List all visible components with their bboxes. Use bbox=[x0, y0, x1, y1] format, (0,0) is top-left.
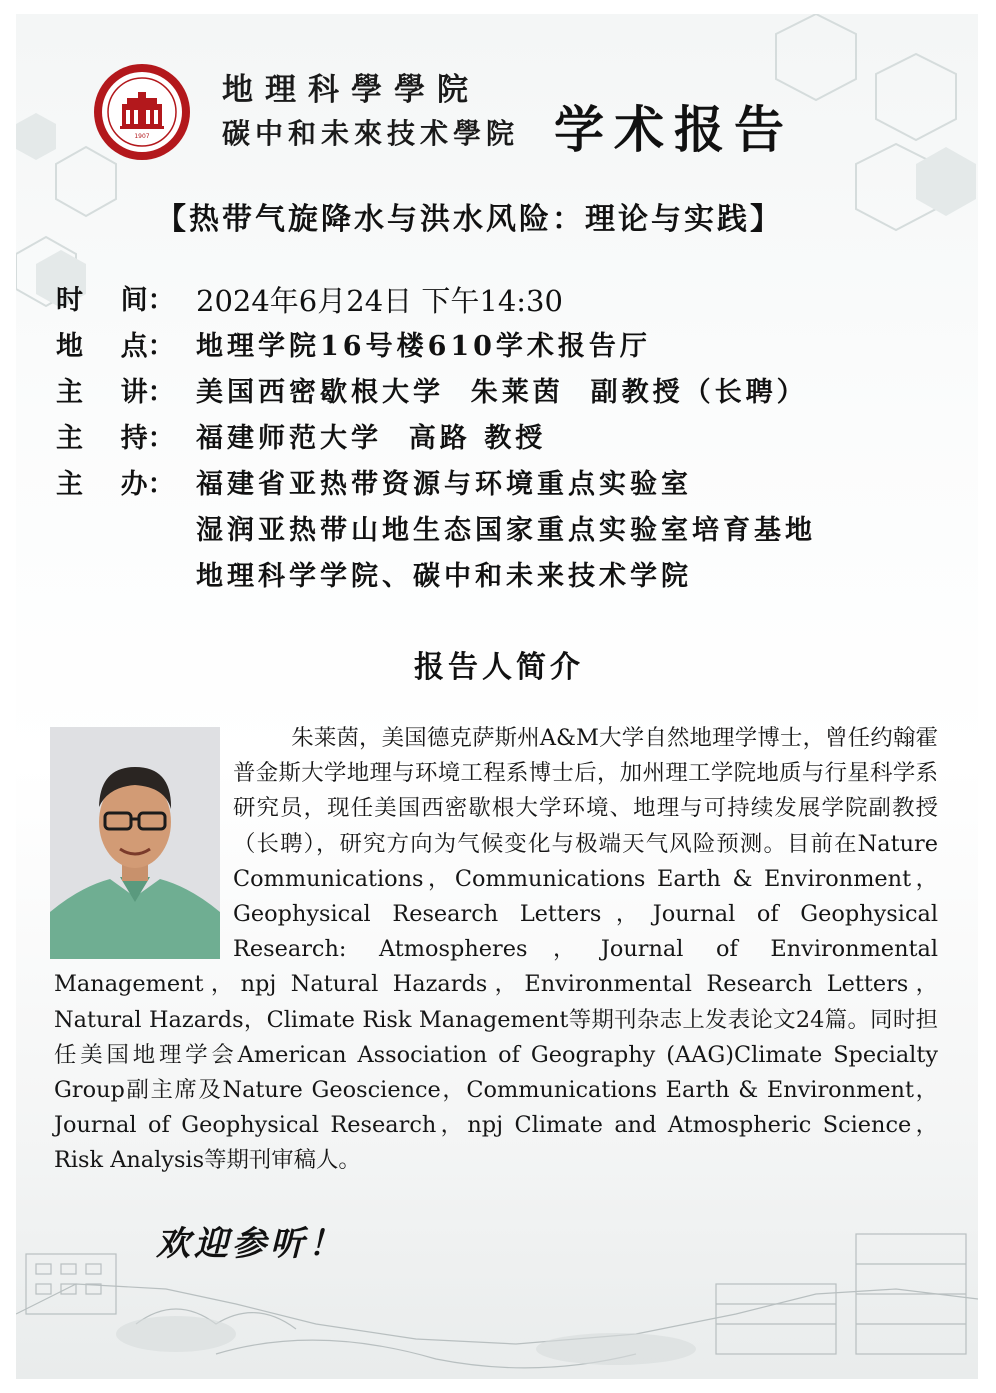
speaker-label: 主 讲： bbox=[56, 377, 175, 408]
school-name-block bbox=[222, 68, 519, 156]
event-info bbox=[56, 278, 956, 600]
organizer-3: 地理科学学院、碳中和未来技术学院 bbox=[196, 561, 692, 592]
bio-photo-space bbox=[54, 721, 233, 956]
bio-text: 朱莱茵，美国德克萨斯州A&M大学自然地理学博士，曾任约翰霍普金斯大学地理与环境工程系博士后，加州理工学院地质与行星科学系研究员，现任美国西密歇根大学环境、地理与可持续发展学院副教授（长聘），研究方向为气候变化与极端天气风险预测。目前在Nature Communications，Communications Earth & Environment，Geophysical Research Letters，Journal of Geophysical Research: Atmospheres，Journal of Environmental Management，npj Natural Hazards，Environmental Research Letters，Natural Hazards，Climate Risk Management等期刊杂志上发表论文24篇。同时担任美国地理学会American Association of Geography (AAG)Climate Specialty Group副主席及Nature Geoscience，Communications Earth & Environment，Journal of Geophysical Research，npj Climate and Atmospheric Science，Risk Analysis等期刊审稿人。 bbox=[54, 725, 938, 1174]
place-label: 地 点： bbox=[56, 331, 175, 362]
university-seal-icon bbox=[92, 62, 192, 162]
organizer-1: 福建省亚热带资源与环境重点实验室 bbox=[196, 469, 692, 500]
host-row bbox=[56, 416, 956, 462]
speaker-intro-heading: 报告人简介 bbox=[414, 650, 584, 685]
speaker-row bbox=[56, 370, 956, 416]
welcome-text: 欢迎参听！ bbox=[156, 1224, 346, 1264]
poster-title: 学术报告 bbox=[554, 100, 794, 159]
time-label: 时 间： bbox=[56, 285, 175, 316]
host-label: 主 持： bbox=[56, 423, 175, 454]
speaker-bio bbox=[54, 721, 938, 1179]
organizer-2: 湿润亚热带山地生态国家重点实验室培育基地 bbox=[196, 515, 816, 546]
poster bbox=[16, 14, 978, 1379]
campus-sketch-icon bbox=[16, 1174, 978, 1379]
time-value: 2024年6月24日 下午14:30 bbox=[196, 284, 563, 318]
school-name-line-2: 碳中和未來技术學院 bbox=[222, 117, 520, 150]
organizer-row bbox=[56, 462, 956, 508]
school-name-line-1: 地理科學學院 bbox=[222, 72, 480, 108]
place-value: 地理学院16号楼610学术报告厅 bbox=[196, 331, 651, 362]
svg-text:1907: 1907 bbox=[134, 133, 150, 140]
organizer-label: 主 办： bbox=[56, 469, 175, 500]
speaker-value: 美国西密歇根大学 朱莱茵 副教授（长聘） bbox=[196, 377, 808, 408]
place-row bbox=[56, 324, 956, 370]
time-row bbox=[56, 278, 956, 324]
report-topic: 【热带气旋降水与洪水风险：理论与实践】 bbox=[156, 202, 783, 237]
host-value: 福建师范大学 高路 教授 bbox=[196, 423, 547, 454]
